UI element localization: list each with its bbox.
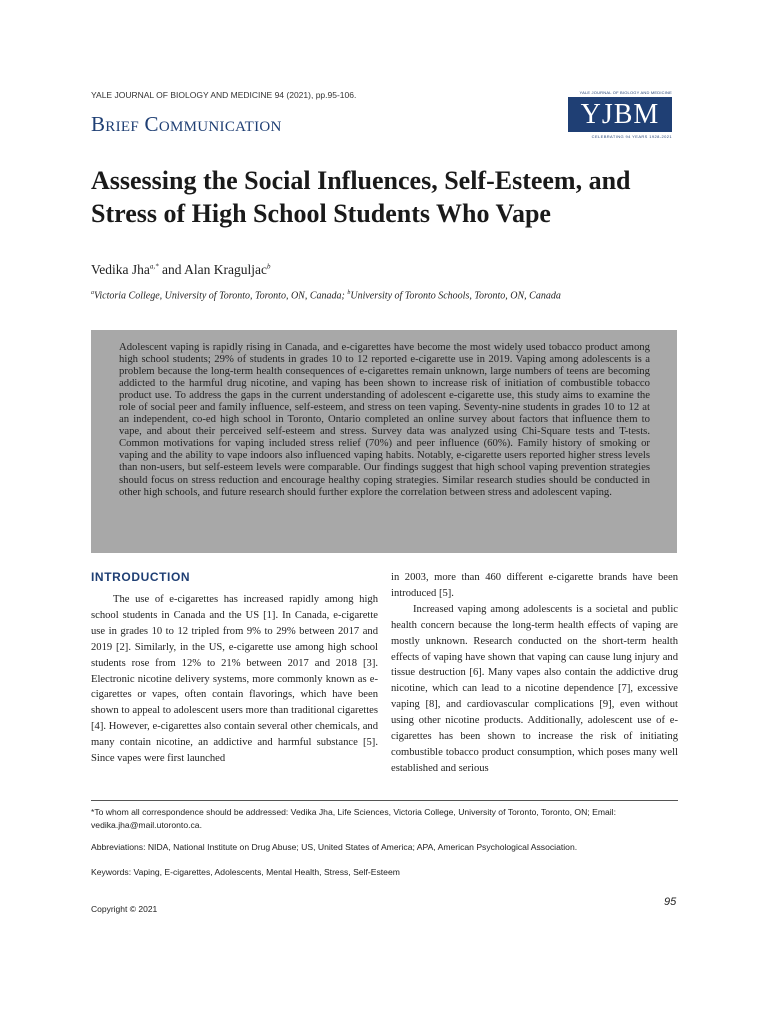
affiliation-text: Victoria College, University of Toronto, Toronto, ON, Canada;	[94, 290, 348, 302]
logo-wordmark: YJBM	[568, 97, 672, 132]
author-name: Alan Kraguljac	[184, 262, 267, 277]
logo-small-text: YALE JOURNAL OF BIOLOGY AND MEDICINE	[579, 90, 672, 95]
author-name: Vedika Jha	[91, 262, 150, 277]
section-heading-introduction: INTRODUCTION	[91, 570, 191, 584]
body-paragraph-continued: in 2003, more than 460 different e-cigarette brands have been introduced [5].	[391, 572, 678, 599]
column-left	[91, 570, 378, 767]
correspondence-footnote: *To whom all correspondence should be addressed: Vedika Jha, Life Sciences, Victoria College, University of Toronto, Toronto, ON; Email: vedika.jha@mail.utoronto.ca.	[91, 807, 616, 830]
column-right	[391, 570, 678, 777]
affiliations	[91, 290, 561, 301]
journal-logo	[568, 90, 672, 144]
copyright-notice: Copyright © 2021	[91, 904, 158, 914]
body-paragraph: The use of e-cigarettes has increased rapidly among high school students in Canada and the US [1]. In Canada, e-cigarette use in grades 10 to 12 tripled from 9% to 29% between 2017 and 2019 [2]. Similarly, in the US, e-cigarette use among high school students rose from 12% to 21% between 2017 and 2018 [3]. Electronic nicotine delivery systems, more commonly known as e-cigarettes or vapes, often contain flavorings, which have been shown to appeal to adolescent users more than traditional cigarettes [4]. However, e-cigarettes also contain several other chemicals, and many contain nicotine, an addictive and harmful substance [5]. Since vapes were first launched	[91, 594, 378, 765]
journal-citation: YALE JOURNAL OF BIOLOGY AND MEDICINE 94 (2021), pp.95-106.	[91, 90, 357, 100]
keywords-footnote: Keywords: Vaping, E-cigarettes, Adolescents, Mental Health, Stress, Self-Esteem	[91, 867, 400, 877]
abstract-text: Adolescent vaping is rapidly rising in Canada, and e-cigarettes have become the most widely used tobacco product among high school students; 29% of students in grades 10 to 12 reported e-cigarette use in 2019. Vaping among adolescents is a problem because the long-term health consequences of e-cigarettes remain unknown, large numbers of teens are becoming addicted to the harmful drug nicotine, and vaping has been shown to increase risk of initiation of combustible tobacco product use. To address the gaps in the current understanding of adolescent e-cigarette use, this study aims to examine the role of social peer and family influence, self-esteem, and stress on teen vaping. Seventy-nine students in grades 10 to 12 at an independent, co-ed high school in Toronto, Ontario completed an online survey about factors that influence them to vape, and about their perceived self-esteem and stress. Survey data was analyzed using Chi-Square tests and T-tests. Common motivations for vaping included stress relief (70%) and peer influence (60%). Family history of smoking or vaping and the ability to vape indoors also influenced vaping habits. Notably, e-cigarette users reported higher stress levels than non-users, but self-esteem levels were comparable. Our findings suggest that high school vaping prevention strategies should focus on stress reduction and encourage healthy coping strategies. Similar research studies should be conducted in other high schools, and future research should further explore the correlation between stress and adolescent vaping.	[119, 341, 650, 498]
author-list	[91, 262, 270, 278]
author-affiliation-mark: a,*	[149, 262, 159, 271]
affiliation-text: University of Toronto Schools, Toronto, ON, Canada	[350, 290, 561, 302]
article-type-heading: Brief Communication	[91, 112, 282, 136]
author-conjunction: and	[158, 262, 185, 277]
page-number: 95	[664, 896, 677, 908]
article-title: Assessing the Social Influences, Self-Esteem, and Stress of High School Students Who Vape	[91, 166, 631, 228]
affiliation-mark: b	[347, 290, 351, 296]
author-affiliation-mark: b	[266, 262, 271, 271]
affiliation-mark: a	[91, 290, 94, 296]
abstract-box	[91, 330, 677, 553]
abbreviations-footnote: Abbreviations: NIDA, National Institute on Drug Abuse; US, United States of America; APA, American Psychological Association.	[91, 842, 578, 852]
body-paragraph: Increased vaping among adolescents is a societal and public health concern because the long-term health effects of vaping are mostly unknown. Research conducted on the short-term health effects of vaping have shown that vaping can cause lung injury and tissue destruction [6]. Many vapes also contain the addictive drug nicotine, which can lead to a nicotine dependence [7], excessive vaping [8], and cardiovascular complications [9], even without using other nicotine products. Additionally, adolescent use of e-cigarettes has been shown to increase the risk of initiating combustible tobacco product consumption, which poses many well established and serious	[391, 603, 678, 774]
logo-tagline: CELEBRATING 94 YEARS 1928-2021	[591, 134, 672, 139]
footnote-divider	[91, 800, 678, 801]
